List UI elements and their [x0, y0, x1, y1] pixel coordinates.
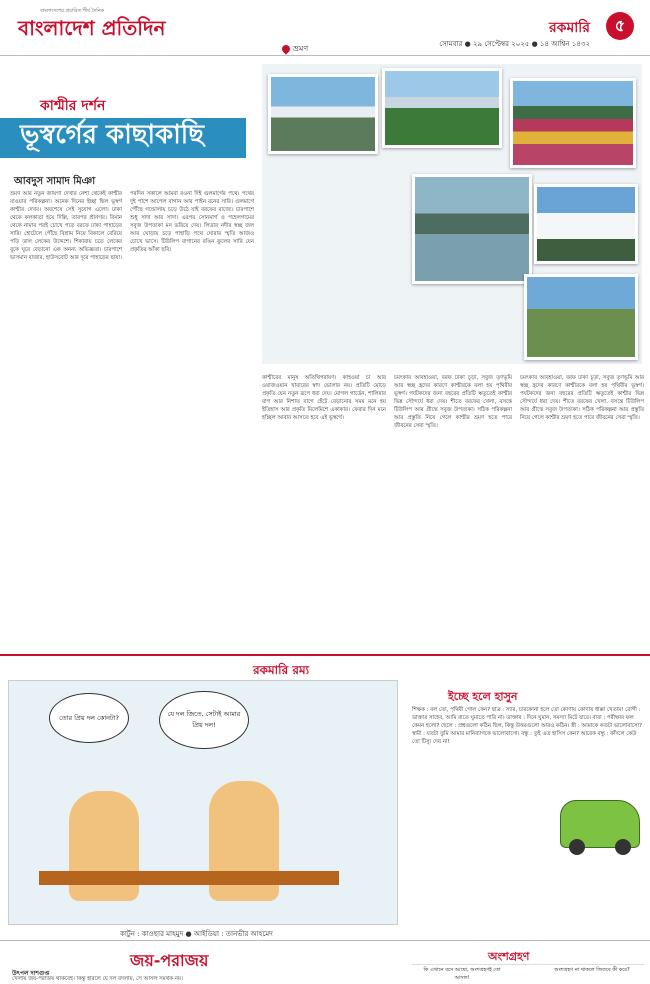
horse-meadow-photo	[524, 274, 638, 360]
photo-collage	[262, 64, 642, 364]
page-number: ৫	[606, 12, 634, 40]
bottom-article-title: জয়-পরাজয়	[130, 951, 209, 970]
comic-credit: কার্টুন : কাওছার মাহমুদ ● আইডিয়া : তানভীর আহমেদ	[120, 930, 273, 938]
valley-photo	[382, 68, 502, 148]
article-headline: ভূস্বর্গের কাছাকাছি	[20, 120, 204, 150]
participation-cartoon	[412, 964, 644, 984]
participation-title: অংশগ্রহণ	[488, 950, 530, 963]
masthead	[0, 0, 650, 56]
cartoon-bubble-2: অংশগ্রহণ না থাকলে জিতবে কী করে?	[554, 967, 630, 973]
article-byline: আবদুস সামাদ মিঞা	[14, 176, 96, 187]
lake-photo	[412, 174, 532, 284]
bottom-article-byline: উৎপল দাশগুপ্ত	[12, 970, 50, 977]
wheel-icon	[569, 839, 585, 855]
section-name: রকমারি	[548, 20, 590, 36]
category-label: ভ্রমণ	[282, 43, 308, 56]
wheel-icon	[615, 839, 631, 855]
location-pin-icon	[280, 43, 291, 54]
jokes-title: ইচ্ছে হলে হাসুন	[448, 690, 518, 703]
article-column-1: ভ্রমণ আর নতুন জায়গা দেখার নেশা থেকেই কাশ্মীর যাওয়ার পরিকল্পনা। অনেক দিনের ইচ্ছা ছিল ভূস্বর্গ কাশ্মীর দেখব। অবশেষে সেই সুযোগ এলো। ঢাকা থেকে কলকাতা হয়ে দিল্লি, তারপর শ্রীনগর। বিমান থেকে নামার পরই চোখে পড়ে বরফে ঢাকা পাহাড়ের সারি। হোটেলে পৌঁছে বিশ্রাম নিয়ে বিকালে বেরিয়ে পড়ি ডাল লেকের উদ্দেশে। শিকারায় চড়ে লেকের বুকে ঘুরে বেড়ানো এক অনন্য অভিজ্ঞতা। চারপাশে ভাসমান বাজার, হাউসবোট আর দূরে পাহাড়ের ছায়া।	[10, 191, 122, 261]
comic-panel	[8, 680, 398, 925]
article-column-4: চমৎকার আবহাওয়া, বরফ ঢাকা চূড়া, সবুজ তৃণভূমি আর স্বচ্ছ হ্রদের কারণে কাশ্মীরকে বলা হয় পৃথিবীর ভূস্বর্গ। পর্যটকদের জন্য বছরের প্রতিটি ঋতুতেই কাশ্মীর ভিন্ন সৌন্দর্যে ধরা দেয়। শীতে বরফের খেলা, বসন্তে টিউলিপ আর গ্রীষ্মে সবুজ উপত্যকা। সঠিক পরিকল্পনা আর প্রস্তুতি নিয়ে গেলে কাশ্মীর ভ্রমণ হতে পারে জীবনের সেরা স্মৃতি।	[394, 375, 512, 429]
logo-tagline: বাংলাদেশের প্রচারিত শীর্ষ দৈনিক	[40, 8, 105, 14]
dateline: সোমবার ● ২৯ সেপ্টেম্বর ২০২৫ ● ১৪ আশ্বিন ১৪৩২	[439, 40, 590, 48]
cartoon-bubble-1: কি এখানে বসে আছো, অংশগ্রহণই তো আসল!	[423, 967, 501, 981]
newspaper-logo: বাংলাদেশ প্রতিদিন	[18, 16, 166, 40]
tulip-garden-photo	[510, 78, 636, 168]
car-illustration	[560, 800, 640, 848]
article-column-2: পরদিন সকালে আমরা রওনা দিই গুলমার্গের পথে। পথের দুই পাশে আপেল বাগান আর পাইন বনের সারি। গুলমার্গে পৌঁছে গন্ডোলায় চড়ে উঠে যাই বরফের রাজ্যে। চারপাশে শুধু সাদা আর সাদা। এরপর সোনমার্গ ও পহেলগামের সবুজ উপত্যকা মন ভরিয়ে দেয়। লিডার নদীর স্বচ্ছ জল আর ঘোড়ায় চড়ে পাহাড়ি পথে ঘোরার স্মৃতি আজও চোখে ভাসে। টিউলিপ বাগানের রঙিন ফুলের সারি যেন প্রকৃতির আঁকা ছবি।	[130, 191, 254, 253]
comic-section-title: রকমারি রম্য	[253, 663, 310, 677]
article-column-3: কাশ্মীরের মানুষ অতিথিপরায়ণ। কাহওয়া চা আর ওয়াজওয়ান খাবারের স্বাদ ভোলার নয়। প্রতিটি মোড়ে প্রকৃতি যেন নতুন রূপে ধরা দেয়। মোগল গার্ডেন, শালিমার বাগ আর নিশাত বাগে হেঁটে বেড়ানোর সময় মনে হয় ইতিহাস আর প্রকৃতি মিলেমিশে একাকার। ফেরার দিন মনে হচ্ছিল আবার আসতে হবে এই ভূস্বর্গে।	[262, 375, 386, 421]
mountain-photo	[268, 74, 378, 154]
comic-divider	[0, 654, 650, 656]
bottom-divider	[0, 940, 650, 941]
jokes-column: শিক্ষক : বল তো, পৃথিবী গোল কেন? ছাত্র : স্যার, চারকোনা হলে তো কোণায় কোণায় ধাক্কা খেতাম! রোগী : ডাক্তার সাহেব, আমি রাতে ঘুমাতে পারি না। ডাক্তার : দিনে ঘুমান, সমস্যা মিটে যাবে। বাবা : পরীক্ষার ফল কেমন হলো? ছেলে : প্রশ্নগুলো কঠিন ছিল, কিন্তু উত্তরগুলো আরও কঠিন। স্ত্রী : আমাকে কতটা ভালোবাসো? স্বামী : যতটা তুমি আমার মানিব্যাগকে ভালোবাসো। বন্ধু : তুই এত হাসিস কেন? আরেক বন্ধু : কাঁদলে কেউ তো টিস্যু দেয় না!	[412, 707, 643, 745]
speech-bubble-2: যে দল জিতে, সেটাই আমার প্রিয় দল!	[159, 691, 249, 749]
bench	[39, 871, 339, 885]
article-kicker: কাশ্মীর দর্শন	[40, 98, 106, 114]
article-column-5: চমৎকার আবহাওয়া, বরফ ঢাকা চূড়া, সবুজ তৃণভূমি আর স্বচ্ছ হ্রদের কারণে কাশ্মীরকে বলা হয় পৃথিবীর ভূস্বর্গ। পর্যটকদের জন্য বছরের প্রতিটি ঋতুতেই কাশ্মীর ভিন্ন সৌন্দর্যে ধরা দেয়। শীতে বরফের খেলা, বসন্তে টিউলিপ আর গ্রীষ্মে সবুজ উপত্যকা। সঠিক পরিকল্পনা আর প্রস্তুতি নিয়ে গেলে কাশ্মীর ভ্রমণ হতে পারে জীবনের সেরা স্মৃতি।	[520, 375, 644, 421]
speech-bubble-1: তোর প্রিয় দল কোনটা?	[49, 693, 129, 743]
feature-article	[0, 58, 650, 650]
snow-peak-photo	[534, 184, 638, 264]
bottom-article-text: খেলায় জয়-পরাজয় থাকবেই। কিন্তু হারলে যে দল বদলায়, সে আসল সমর্থক নয়।	[12, 976, 183, 982]
